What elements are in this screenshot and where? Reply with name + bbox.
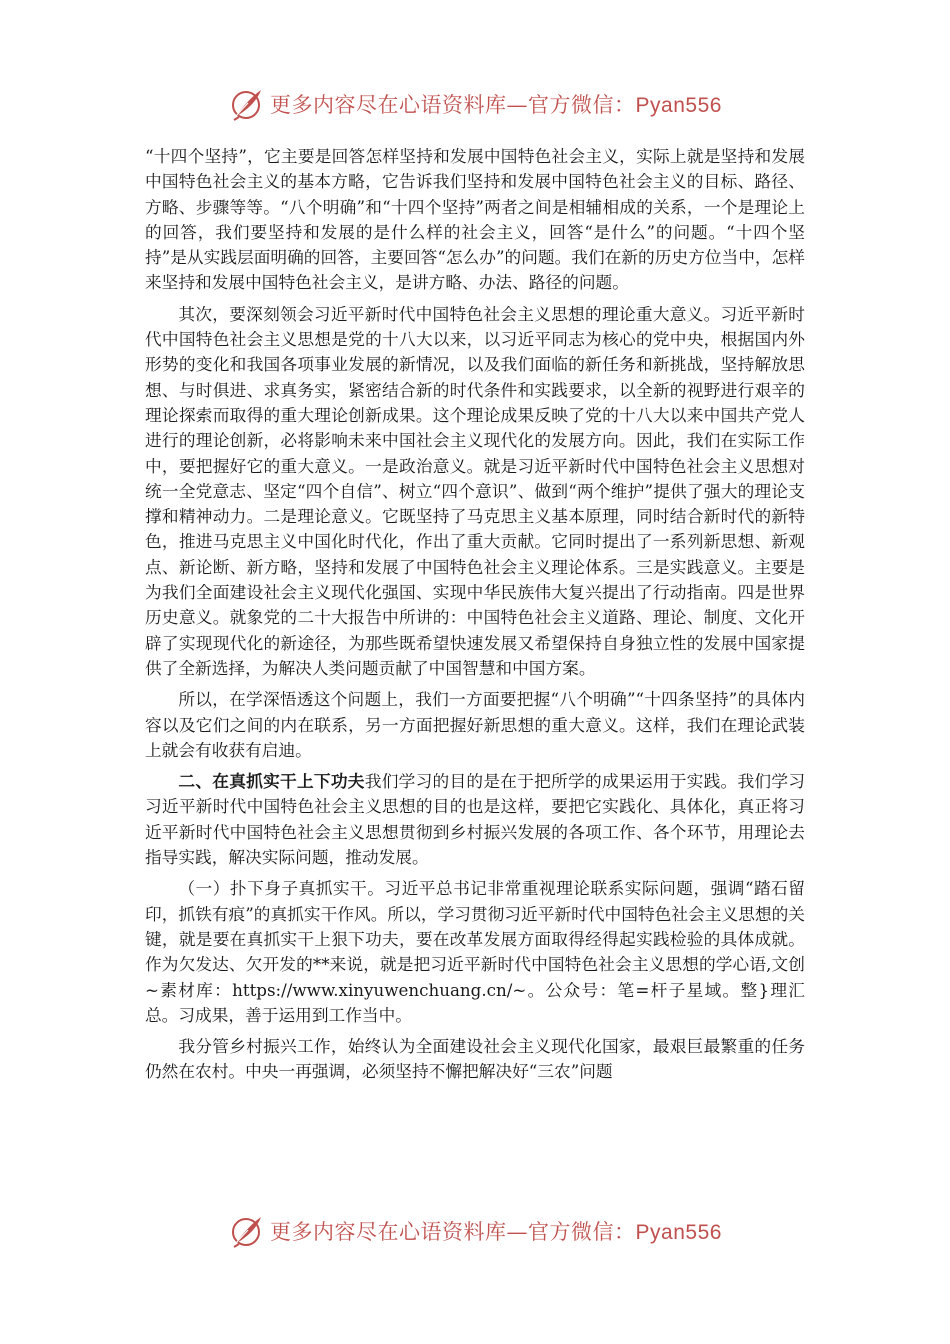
section-2-heading: 二、在真抓实干上下功夫 (178, 771, 365, 792)
banner-wechat-id: Pyan556 (635, 94, 722, 117)
document-body (145, 144, 805, 1085)
banner-wechat-id: Pyan556 (635, 1221, 722, 1244)
paragraph-6: 我分管乡村振兴工作，始终认为全面建设社会主义现代化国家，最艰巨最繁重的任务仍然在农村。中央一再强调，必须坚持不懈把解决好“三农”问题 (145, 1036, 805, 1082)
paragraph-1: “十四个坚持”，它主要是回答怎样坚持和发展中国特色社会主义，实际上就是坚持和发展中国特色社会主义的基本方略，它告诉我们坚持和发展中国特色社会主义的目标、路径、方略、步骤等等。“八个明确”和“十四个坚持”两者之间是相辅相成的关系，一个是理论上的回答，我们要坚持和发展的是什么样的社会主义，回答“是什么”的问题。“十四个坚持”是从实践层面明确的回答，主要回答“怎么办”的问题。我们在新的历史方位当中，怎样来坚持和发展中国特色社会主义，是讲方略、办法、路径的问题。 (145, 146, 805, 293)
footer-banner (0, 1211, 950, 1251)
banner-text (270, 1216, 722, 1246)
feather-pen-logo-icon (228, 1213, 264, 1249)
section-2-body: 我们学习的目的是在于把所学的成果运用于实践。我们学习习近平新时代中国特色社会主义思想的目的也是这样，要把它实践化、具体化，真正将习近平新时代中国特色社会主义思想贯彻到乡村振兴发展的各项工作、各个环节，用理论去指导实践，解决实际问题，推动发展。 (145, 771, 806, 868)
section-2-paragraph (145, 769, 805, 870)
paragraph-2: 其次，要深刻领会习近平新时代中国特色社会主义思想的理论重大意义。习近平新时代中国特色社会主义思想是党的十八大以来，以习近平同志为核心的党中央，根据国内外形势的变化和我国各项事业发展的新情况，以及我们面临的新任务和新挑战，坚持解放思想、与时俱进、求真务实，紧密结合新的时代条件和实践要求，以全新的视野进行艰辛的理论探索而取得的重大理论创新成果。这个理论成果反映了党的十八大以来中国共产党人进行的理论创新，必将影响未来中国社会主义现代化的发展方向。因此，我们在实际工作中，要把握好它的重大意义。一是政治意义。就是习近平新时代中国特色社会主义思想对统一全党意志、坚定“四个自信”、树立“四个意识”、做到“两个维护”提供了强大的理论支撑和精神动力。二是理论意义。它既坚持了马克思主义基本原理，同时结合新时代的新特色，推进马克思主义中国化时代化，作出了重大贡献。它同时提出了一系列新思想、新观点、新论断、新方略，坚持和发展了中国特色社会主义理论体系。三是实践意义。主要是为我们全面建设社会主义现代化强国、实现中华民族伟大复兴提出了行动指南。四是世界历史意义。就象党的二十大报告中所讲的：中国特色社会主义道路、理论、制度、文化开辟了实现现代化的新途径，为那些既希望快速发展又希望保持自身独立性的发展中国家提供了全新选择，为解决人类问题贡献了中国智慧和中国方案。 (145, 303, 805, 678)
feather-pen-logo-icon (228, 86, 264, 122)
paragraph-5: （一）扑下身子真抓实干。习近平总书记非常重视理论联系实际问题，强调“踏石留印，抓铁有痕”的真抓实干作风。所以，学习贯彻习近平新时代中国特色社会主义思想的关键，就是要在真抓实干上狠下功夫，要在改革发展方面取得经得起实践检验的具体成就。作为欠发达、欠开发的**来说，就是把习近平新时代中国特色社会主义思想的学心语,文创~素材库：https://www.xinyuwenchuang.cn/~。公众号：笔=杆子星域。整}理汇总。习成果，善于运用到工作当中。 (145, 878, 805, 1025)
banner-text (270, 89, 722, 119)
header-banner (0, 84, 950, 124)
banner-label: 更多内容尽在心语资料库—官方微信： (270, 1220, 636, 1244)
banner-label: 更多内容尽在心语资料库—官方微信： (270, 93, 636, 117)
paragraph-3: 所以，在学深悟透这个问题上，我们一方面要把握“八个明确”“十四条坚持”的具体内容以及它们之间的内在联系，另一方面把握好新思想的重大意义。这样，我们在理论武装上就会有收获有启迪。 (145, 689, 805, 760)
